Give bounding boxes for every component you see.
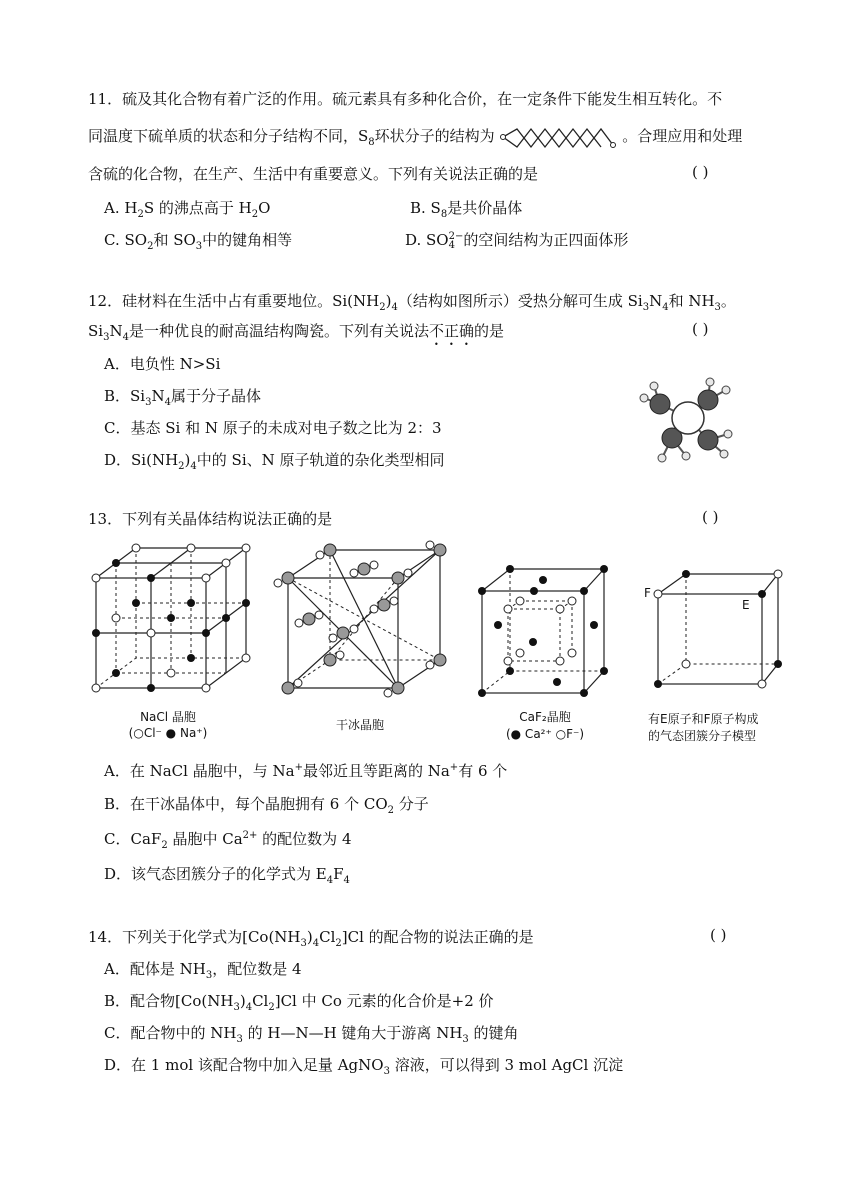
q12-line1: 12．硅材料在生活中占有重要地位。$Si(NH_2)_4$（结构如图所示）受热分解可生成 $Si_3N_4$和 $NH_3$。 (88, 292, 736, 313)
label-f: F (644, 586, 651, 600)
si-nh2-4-molecule-figure (638, 376, 758, 466)
q14-option-a: A．配体是 $NH_3$，配位数是 4 (104, 960, 302, 981)
q12-option-a: A．电负性 N>Si (104, 355, 221, 373)
q14-option-d: D．在 1 mol 该配合物中加入足量 AgNO$_3$ 溶液，可以得到 3 mol AgCl 沉淀 (104, 1056, 624, 1077)
q11-line1: 11．硫及其化合物有着广泛的作用。硫元素具有多种化合价，在一定条件下能发生相互转化。不 (88, 90, 723, 108)
label-e: E (742, 598, 750, 612)
cluster-caption-line2: 的气态团簇分子模型 (648, 729, 757, 743)
q11-option-c: C. $SO_2$和 $SO_3$中的键角相等 (104, 231, 293, 252)
s8-ring-figure (499, 127, 617, 147)
q13-option-c: C．CaF$_2$ 晶胞中 $Ca^{2+}$ 的配位数为 4 (104, 830, 352, 851)
q12-option-d: D．$Si(NH_2)_4$中的 Si、N 原子轨道的杂化类型相同 (104, 451, 445, 472)
caf2-caption: CaF₂晶胞 (519, 710, 571, 724)
caf2-unit-cell-figure (474, 563, 614, 698)
q12-option-b: B．$Si_3N_4$属于分子晶体 (104, 387, 261, 408)
q11-option-a: A. $H_2S$ 的沸点高于 $H_2O$ (104, 199, 271, 220)
q13-option-a: A．在 NaCl 晶胞中，与 Na+最邻近且等距离的 Na+有 6 个 (104, 762, 508, 780)
q13-stem: 13．下列有关晶体结构说法正确的是 (88, 510, 333, 528)
q11-line3: 含硫的化合物，在生产、生活中有重要意义。下列有关说法正确的是 (88, 165, 539, 183)
q13-answer-paren: ( ) (702, 508, 719, 526)
gas-cluster-molecule-figure (644, 568, 804, 688)
q14-answer-paren: ( ) (710, 926, 727, 944)
q13-option-d: D．该气态团簇分子的化学式为 $E_4F_4$ (104, 865, 350, 886)
q12-option-c: C．基态 Si 和 N 原子的未成对电子数之比为 2：3 (104, 419, 442, 437)
nacl-unit-cell-figure (88, 540, 258, 700)
q14-stem: 14．下列关于化学式为$[Co(NH_3)_4Cl_2]Cl$ 的配合物的说法正确的是 (88, 928, 534, 949)
q14-option-b: B．配合物$[Co(NH_3)_4Cl_2]Cl$ 中 Co 元素的化合价是+2 价 (104, 992, 494, 1013)
q11-option-b: B. $S_8$是共价晶体 (410, 199, 523, 220)
nacl-legend: (○Cl⁻ ● Na⁺) (128, 726, 208, 740)
dry-ice-caption: 干冰晶胞 (335, 718, 384, 732)
q12-line2: $Si_3N_4$是一种优良的耐高温结构陶瓷。下列有关说法不正确的是 (88, 322, 504, 343)
q12-answer-paren: ( ) (692, 320, 709, 338)
dry-ice-unit-cell-figure (270, 545, 450, 705)
q11-answer-paren: ( ) (692, 163, 709, 181)
q14-option-c: C．配合物中的 $NH_3$ 的 H—N—H 键角大于游离 $NH_3$ 的键角 (104, 1024, 519, 1045)
caf2-legend: (● Ca²⁺ ○F⁻) (505, 727, 585, 741)
q13-option-b: B．在干冰晶体中，每个晶胞拥有 6 个 $CO_2$ 分子 (104, 795, 429, 816)
q11-line2: 同温度下硫单质的状态和分子结构不同，$S_8$环状分子的结构为 。合理应用和处理 (88, 127, 743, 148)
nacl-caption: NaCl 晶胞 (140, 710, 196, 724)
cluster-caption-line1: 有E原子和F原子构成 (648, 712, 759, 726)
q11-option-d: D. SO 2− 4 的空间结构为正四面体形 (405, 231, 629, 251)
